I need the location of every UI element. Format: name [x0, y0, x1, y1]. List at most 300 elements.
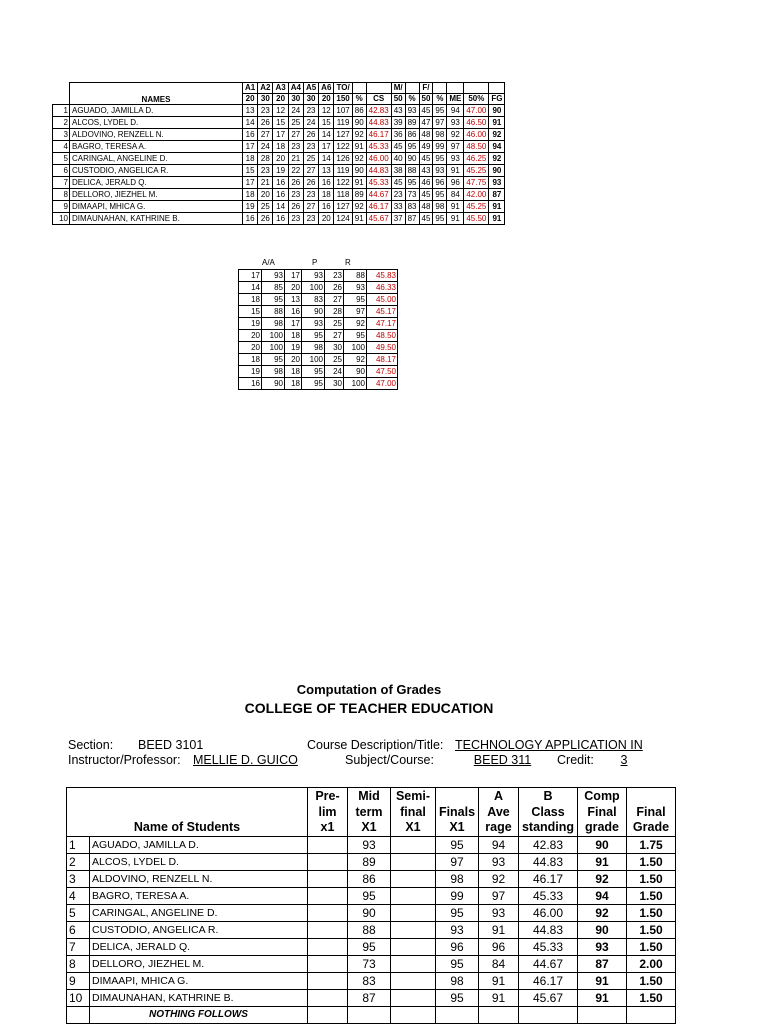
college-title: COLLEGE OF TEACHER EDUCATION: [244, 700, 494, 716]
mid-header-aa: A/A: [262, 258, 275, 267]
col-head-a: A1: [243, 83, 258, 94]
mid-score-cell: 85: [262, 282, 285, 294]
header-line: X1: [405, 820, 421, 835]
score-cell: 93: [447, 117, 464, 129]
final-grade-cell: 1.50: [627, 973, 676, 990]
instructor-value: MELLIE D. GUICO: [193, 753, 298, 767]
score-cell: 23: [258, 165, 273, 177]
header-line: X1: [361, 820, 377, 835]
header-prelim: [308, 788, 348, 837]
mid-score-cell: 25: [325, 354, 344, 366]
average-cell: 94: [479, 837, 519, 854]
student-name: DELLORO, JIEZHEL M.: [90, 956, 308, 973]
col-head-b: 20: [319, 94, 334, 105]
mid-score-cell: 23: [325, 270, 344, 282]
score-cell: 27: [258, 129, 273, 141]
grade-table-row: [67, 888, 676, 905]
top-header-row-1: [53, 83, 505, 94]
student-name: ALDOVINO, RENZELL N.: [70, 129, 243, 141]
comp-grade-cell: 92: [578, 871, 627, 888]
mid-score-cell: 17: [239, 270, 262, 282]
score-cell: 43: [391, 105, 405, 117]
col-head-b: CS: [366, 94, 391, 105]
mid-score-cell: 14: [239, 282, 262, 294]
score-cell: 15: [243, 165, 258, 177]
course-desc-value: [455, 738, 673, 752]
score-cell: 86: [352, 105, 366, 117]
average-cell: 93: [479, 905, 519, 922]
mid-score-cell: 93: [262, 270, 285, 282]
average-cell: 93: [479, 854, 519, 871]
student-name: CARINGAL, ANGELINE D.: [70, 153, 243, 165]
student-name: ALCOS, LYDEL D.: [70, 117, 243, 129]
mid-table-row: [239, 318, 398, 330]
subject-label: Subject/Course:: [345, 753, 434, 767]
score-cell: 18: [319, 189, 334, 201]
row-number: 8: [67, 956, 90, 973]
comp-grade-cell: 94: [578, 888, 627, 905]
mid-score-cell: 95: [344, 294, 367, 306]
score-cell: 99: [433, 141, 447, 153]
score-cell: 16: [273, 177, 288, 189]
score-cell: 21: [288, 153, 303, 165]
col-head-a: A2: [258, 83, 273, 94]
mid-score-cell: 15: [239, 306, 262, 318]
mid-score-cell: 97: [344, 306, 367, 318]
prelim-cell: [308, 871, 348, 888]
score-cell: 46: [419, 177, 433, 189]
mid-table-body: [239, 270, 398, 390]
score-cell: 14: [319, 129, 334, 141]
semifinal-cell: [391, 871, 436, 888]
mid-score-cell: 20: [239, 342, 262, 354]
header-line: B: [543, 789, 553, 804]
score-cell: 23: [303, 105, 318, 117]
col-head-b: FG: [489, 94, 505, 105]
score-cell: 16: [319, 177, 334, 189]
score-cell: 12: [273, 105, 288, 117]
score-cell: 95: [405, 177, 419, 189]
score-cell: 48: [419, 201, 433, 213]
mid-score-cell: 100: [262, 330, 285, 342]
score-cell: 23: [303, 189, 318, 201]
mid-score-cell: 47.00: [367, 378, 398, 390]
top-table-row: [53, 177, 505, 189]
student-name: DELICA, JERALD Q.: [90, 939, 308, 956]
class-standing-cell: 46.17: [519, 973, 578, 990]
score-cell: 122: [334, 141, 352, 153]
score-cell: 23: [391, 189, 405, 201]
score-cell: 42.00: [464, 189, 489, 201]
top-table-row: [53, 153, 505, 165]
score-cell: 92: [489, 129, 505, 141]
mid-table-row: [239, 294, 398, 306]
row-number: 9: [53, 201, 70, 213]
class-standing-cell: 42.83: [519, 837, 578, 854]
col-head-a: [366, 83, 391, 94]
score-cell: 17: [243, 141, 258, 153]
score-cell: 127: [334, 129, 352, 141]
score-cell: 97: [433, 117, 447, 129]
prelim-cell: [308, 888, 348, 905]
semifinal-cell: [391, 939, 436, 956]
midterm-cell: 88: [348, 922, 391, 939]
mid-score-cell: 100: [344, 342, 367, 354]
mid-score-cell: 92: [344, 354, 367, 366]
credit-text: 3: [620, 753, 628, 767]
score-cell: 90: [352, 117, 366, 129]
footer-blank: [308, 1007, 348, 1024]
header-final-grade: [627, 788, 676, 837]
score-cell: 45: [391, 141, 405, 153]
student-name: ALDOVINO, RENZELL N.: [90, 871, 308, 888]
comp-grade-cell: 87: [578, 956, 627, 973]
prelim-cell: [308, 837, 348, 854]
col-head-b: %: [433, 94, 447, 105]
grade-table-row: [67, 854, 676, 871]
midterm-cell: 95: [348, 939, 391, 956]
final-grade-cell: 2.00: [627, 956, 676, 973]
score-cell: 47.75: [464, 177, 489, 189]
score-cell: 17: [243, 177, 258, 189]
score-cell: 91: [352, 213, 366, 225]
score-cell: 98: [433, 129, 447, 141]
top-corner: [53, 94, 70, 105]
student-name: BAGRO, TERESA A.: [90, 888, 308, 905]
class-standing-cell: 46.17: [519, 871, 578, 888]
footer-blank: [578, 1007, 627, 1024]
finals-cell: 96: [436, 939, 479, 956]
score-cell: 92: [447, 129, 464, 141]
score-cell: 15: [319, 117, 334, 129]
col-head-b: 30: [258, 94, 273, 105]
score-cell: 24: [288, 105, 303, 117]
final-grade-cell: 1.50: [627, 905, 676, 922]
course-desc-label: Course Description/Title:: [307, 738, 444, 752]
score-cell: 23: [288, 141, 303, 153]
average-cell: 91: [479, 990, 519, 1007]
semifinal-cell: [391, 854, 436, 871]
header-line: Final: [587, 804, 617, 819]
col-head-a: [405, 83, 419, 94]
final-grade-cell: 1.50: [627, 922, 676, 939]
mid-score-cell: 98: [262, 318, 285, 330]
row-number: 4: [67, 888, 90, 905]
student-name: DELICA, JERALD Q.: [70, 177, 243, 189]
names-header: NAMES: [70, 83, 243, 105]
student-name: DIMAAPI, MHICA G.: [70, 201, 243, 213]
mid-score-cell: 95: [262, 294, 285, 306]
col-head-a: A6: [319, 83, 334, 94]
row-number: 1: [67, 837, 90, 854]
comp-grade-cell: 93: [578, 939, 627, 956]
mid-score-cell: 100: [262, 342, 285, 354]
prelim-cell: [308, 939, 348, 956]
col-head-a: A4: [288, 83, 303, 94]
score-cell: 14: [319, 153, 334, 165]
score-cell: 27: [303, 165, 318, 177]
header-line: x1: [320, 820, 335, 835]
top-grade-table: [52, 82, 505, 225]
header-average: [479, 788, 519, 837]
mid-score-cell: 30: [325, 378, 344, 390]
col-head-a: [447, 83, 464, 94]
score-cell: 86: [405, 129, 419, 141]
col-head-b: 30: [303, 94, 318, 105]
comp-grade-cell: 91: [578, 990, 627, 1007]
header-line: Comp: [584, 789, 620, 804]
mid-score-cell: 47.17: [367, 318, 398, 330]
semifinal-cell: [391, 956, 436, 973]
col-head-b: 30: [288, 94, 303, 105]
mid-score-cell: 95: [344, 330, 367, 342]
header-line: grade: [584, 820, 620, 835]
midterm-cell: 73: [348, 956, 391, 973]
score-cell: 44.83: [366, 165, 391, 177]
average-cell: 92: [479, 871, 519, 888]
row-number: 5: [53, 153, 70, 165]
score-cell: 84: [447, 189, 464, 201]
score-cell: 91: [447, 165, 464, 177]
final-grade-cell: 1.50: [627, 990, 676, 1007]
mid-table-row: [239, 306, 398, 318]
prelim-cell: [308, 922, 348, 939]
student-name: AGUADO, JAMILLA D.: [70, 105, 243, 117]
prelim-cell: [308, 854, 348, 871]
mid-table-row: [239, 282, 398, 294]
nothing-follows: NOTHING FOLLOWS: [90, 1007, 308, 1024]
footer-blank: [627, 1007, 676, 1024]
score-cell: 90: [352, 165, 366, 177]
score-cell: 73: [405, 189, 419, 201]
col-head-b: 20: [243, 94, 258, 105]
score-cell: 45.33: [366, 177, 391, 189]
score-cell: 127: [334, 201, 352, 213]
midterm-cell: 86: [348, 871, 391, 888]
col-head-b: %: [352, 94, 366, 105]
midterm-cell: 89: [348, 854, 391, 871]
score-cell: 16: [243, 129, 258, 141]
header-midterm: [348, 788, 391, 837]
row-number: 3: [53, 129, 70, 141]
semifinal-cell: [391, 837, 436, 854]
section-value: BEED 3101: [138, 738, 204, 752]
score-cell: 46.25: [464, 153, 489, 165]
mid-score-cell: 20: [239, 330, 262, 342]
mid-score-cell: 28: [325, 306, 344, 318]
student-name: BAGRO, TERESA A.: [70, 141, 243, 153]
score-cell: 107: [334, 105, 352, 117]
finals-cell: 95: [436, 837, 479, 854]
score-cell: 92: [352, 153, 366, 165]
mid-score-cell: 19: [285, 342, 302, 354]
score-cell: 46.00: [366, 153, 391, 165]
class-standing-cell: 44.83: [519, 922, 578, 939]
row-number: 6: [67, 922, 90, 939]
grade-table-row: [67, 973, 676, 990]
student-name: CUSTODIO, ANGELICA R.: [70, 165, 243, 177]
score-cell: 91: [447, 201, 464, 213]
col-head-a: A5: [303, 83, 318, 94]
course-desc-text: TECHNOLOGY APPLICATION IN: [455, 738, 643, 752]
score-cell: 26: [258, 117, 273, 129]
mid-score-cell: 16: [285, 306, 302, 318]
row-number: 1: [53, 105, 70, 117]
col-head-a: F/: [419, 83, 433, 94]
final-grades-table: [66, 787, 676, 1024]
score-cell: 94: [447, 105, 464, 117]
grade-table-row: [67, 871, 676, 888]
mid-score-cell: 25: [325, 318, 344, 330]
mid-header-p: P: [312, 258, 318, 267]
score-cell: 89: [352, 189, 366, 201]
mid-score-cell: 49.50: [367, 342, 398, 354]
header-line: Grade: [632, 820, 670, 835]
mid-table-row: [239, 366, 398, 378]
semifinal-cell: [391, 973, 436, 990]
mid-score-cell: 45.17: [367, 306, 398, 318]
mid-score-cell: 88: [262, 306, 285, 318]
score-cell: 87: [405, 213, 419, 225]
mid-score-cell: 45.00: [367, 294, 398, 306]
score-cell: 24: [258, 141, 273, 153]
header-name-text: Name of Students: [133, 820, 241, 835]
score-cell: 122: [334, 177, 352, 189]
row-number: 7: [53, 177, 70, 189]
grade-header-row: [67, 788, 676, 837]
score-cell: 25: [288, 117, 303, 129]
mid-score-cell: 16: [239, 378, 262, 390]
mid-score-cell: 24: [325, 366, 344, 378]
score-cell: 19: [273, 165, 288, 177]
class-standing-cell: 45.67: [519, 990, 578, 1007]
grade-table-row: [67, 956, 676, 973]
score-cell: 93: [405, 105, 419, 117]
header-semifinal: [391, 788, 436, 837]
score-cell: 21: [258, 177, 273, 189]
score-cell: 26: [288, 177, 303, 189]
header-line: term: [355, 804, 383, 819]
score-cell: 12: [319, 105, 334, 117]
top-table-row: [53, 213, 505, 225]
mid-table-header: [238, 258, 394, 268]
row-number: 8: [53, 189, 70, 201]
footer-blank: [479, 1007, 519, 1024]
score-cell: 16: [319, 201, 334, 213]
midterm-cell: 90: [348, 905, 391, 922]
score-cell: 33: [391, 201, 405, 213]
finals-cell: 93: [436, 922, 479, 939]
score-cell: 23: [303, 141, 318, 153]
mid-table-row: [239, 342, 398, 354]
header-line: Mid: [358, 789, 380, 804]
finals-cell: 95: [436, 990, 479, 1007]
top-table-row: [53, 189, 505, 201]
footer-row: [67, 1007, 676, 1024]
score-cell: 98: [433, 201, 447, 213]
score-cell: 90: [489, 105, 505, 117]
mid-score-cell: 95: [302, 378, 325, 390]
score-cell: 124: [334, 213, 352, 225]
score-cell: 95: [433, 153, 447, 165]
score-cell: 45.50: [464, 213, 489, 225]
mid-score-cell: 17: [285, 318, 302, 330]
score-cell: 26: [303, 177, 318, 189]
class-standing-cell: 46.00: [519, 905, 578, 922]
semifinal-cell: [391, 922, 436, 939]
student-name: DIMAUNAHAN, KATHRINE B.: [90, 990, 308, 1007]
score-cell: 40: [391, 153, 405, 165]
score-cell: 83: [405, 201, 419, 213]
mid-score-cell: 88: [344, 270, 367, 282]
score-cell: 45.25: [464, 201, 489, 213]
finals-cell: 97: [436, 854, 479, 871]
mid-score-cell: 100: [302, 282, 325, 294]
row-number: 10: [53, 213, 70, 225]
score-cell: 45.25: [464, 165, 489, 177]
score-cell: 45: [419, 105, 433, 117]
mid-score-cell: 18: [285, 366, 302, 378]
header-line: Semi-: [395, 789, 431, 804]
class-standing-cell: 45.33: [519, 939, 578, 956]
score-cell: 90: [489, 165, 505, 177]
midterm-cell: 83: [348, 973, 391, 990]
score-cell: 13: [243, 105, 258, 117]
score-cell: 24: [303, 117, 318, 129]
score-cell: 13: [319, 165, 334, 177]
col-head-a: [489, 83, 505, 94]
credit-value: [605, 753, 643, 767]
header-line: Final: [636, 804, 666, 819]
footer-blank: [67, 1007, 90, 1024]
credit-label: Credit:: [557, 753, 594, 767]
mid-score-cell: 19: [239, 366, 262, 378]
col-head-a: TO/: [334, 83, 352, 94]
header-finals: [436, 788, 479, 837]
score-cell: 20: [258, 189, 273, 201]
instructor-label: Instructor/Professor:: [68, 753, 181, 767]
score-cell: 49: [419, 141, 433, 153]
student-name: DIMAUNAHAN, KATHRINE B.: [70, 213, 243, 225]
mid-score-cell: 98: [262, 366, 285, 378]
score-cell: 16: [273, 213, 288, 225]
row-number: 9: [67, 973, 90, 990]
prelim-cell: [308, 990, 348, 1007]
comp-grade-cell: 90: [578, 922, 627, 939]
mid-score-cell: 30: [325, 342, 344, 354]
final-grade-cell: 1.50: [627, 854, 676, 871]
average-cell: 91: [479, 973, 519, 990]
header-line: standing: [521, 820, 575, 835]
mid-score-cell: 27: [325, 330, 344, 342]
score-cell: 18: [243, 153, 258, 165]
mid-score-cell: 47.50: [367, 366, 398, 378]
score-cell: 46.17: [366, 201, 391, 213]
top-table-row: [53, 165, 505, 177]
mid-score-cell: 93: [302, 318, 325, 330]
score-cell: 91: [489, 213, 505, 225]
score-cell: 19: [243, 201, 258, 213]
mid-score-table: [238, 269, 398, 390]
score-cell: 42.83: [366, 105, 391, 117]
class-standing-cell: 44.83: [519, 854, 578, 871]
row-number: 5: [67, 905, 90, 922]
score-cell: 23: [288, 213, 303, 225]
header-comp-final-grade: [578, 788, 627, 837]
col-head-b: 50: [391, 94, 405, 105]
mid-score-cell: 100: [302, 354, 325, 366]
comp-grade-cell: 91: [578, 854, 627, 871]
